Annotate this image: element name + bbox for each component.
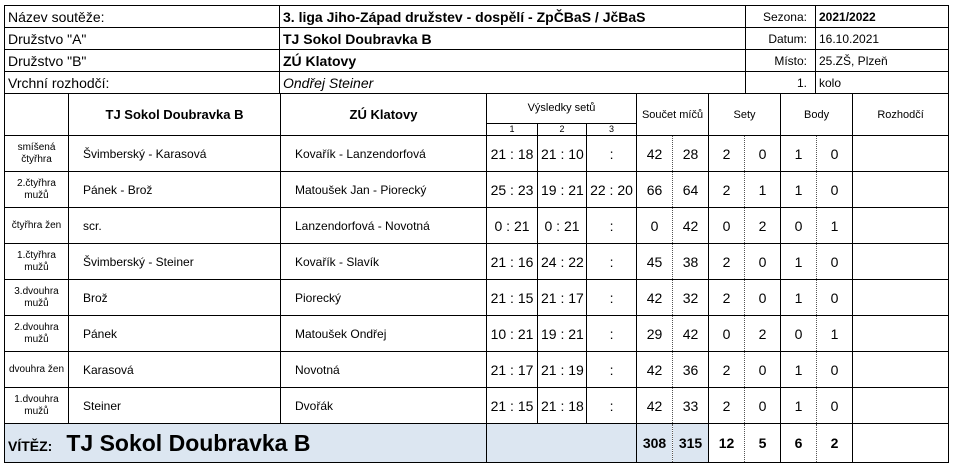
sets-b: 1 xyxy=(745,172,781,208)
player-a: Brož xyxy=(69,280,281,316)
team-b-value: ZÚ Klatovy xyxy=(280,50,746,72)
set2-score: 21 : 18 xyxy=(538,388,587,424)
points-b: 0 xyxy=(817,244,853,280)
player-a: Karasová xyxy=(69,352,281,388)
sets-b: 0 xyxy=(745,244,781,280)
player-b: Lanzendorfová - Novotná xyxy=(281,208,487,244)
player-a: Steiner xyxy=(69,388,281,424)
player-b: Matoušek Ondřej xyxy=(281,316,487,352)
points-b: 0 xyxy=(817,388,853,424)
set3-score: : xyxy=(587,280,637,316)
col-points: Body xyxy=(781,94,853,136)
balls-b: 36 xyxy=(673,352,709,388)
total-points-b: 2 xyxy=(817,424,853,463)
balls-a: 42 xyxy=(637,136,673,172)
sets-b: 2 xyxy=(745,208,781,244)
set1-score: 21 : 16 xyxy=(487,244,538,280)
sets-b: 0 xyxy=(745,136,781,172)
total-balls-b: 315 xyxy=(673,424,709,463)
player-b: Kovařík - Lanzendorfová xyxy=(281,136,487,172)
player-b: Matoušek Jan - Piorecký xyxy=(281,172,487,208)
set3-score: : xyxy=(587,352,637,388)
referee-value: Ondřej Steiner xyxy=(280,72,746,94)
player-a: Pánek - Brož xyxy=(69,172,281,208)
points-a: 0 xyxy=(781,208,817,244)
place-value: 25.ZŠ, Plzeň xyxy=(816,50,949,72)
match-row xyxy=(5,316,949,352)
sets-a: 2 xyxy=(709,388,745,424)
place-label: Místo: xyxy=(746,50,816,72)
discipline: 1.dvouhra mužů xyxy=(5,388,69,424)
balls-a: 42 xyxy=(637,388,673,424)
winner-label: VÍTĚZ: xyxy=(8,437,53,454)
umpire xyxy=(853,352,949,388)
discipline: 2.čtyřhra mužů xyxy=(5,172,69,208)
points-a: 1 xyxy=(781,244,817,280)
balls-b: 38 xyxy=(673,244,709,280)
points-b: 0 xyxy=(817,280,853,316)
balls-a: 29 xyxy=(637,316,673,352)
balls-b: 32 xyxy=(673,280,709,316)
round-number: 1. xyxy=(746,72,816,94)
set1-score: 21 : 15 xyxy=(487,280,538,316)
header-row-competition xyxy=(5,6,949,28)
points-a: 1 xyxy=(781,352,817,388)
balls-b: 42 xyxy=(673,316,709,352)
total-points-a: 6 xyxy=(781,424,817,463)
points-b: 0 xyxy=(817,352,853,388)
winner-blank xyxy=(487,424,637,463)
winner-team: TJ Sokol Doubravka B xyxy=(66,429,311,456)
sets-b: 0 xyxy=(745,352,781,388)
umpire xyxy=(853,172,949,208)
player-b: Novotná xyxy=(281,352,487,388)
col-sets: Sety xyxy=(709,94,781,136)
set1-score: 25 : 23 xyxy=(487,172,538,208)
sets-b: 0 xyxy=(745,280,781,316)
set1-score: 21 : 17 xyxy=(487,352,538,388)
team-a-label: Družstvo "A" xyxy=(5,28,280,50)
col-set-results: Výsledky setů xyxy=(487,94,637,123)
points-b: 1 xyxy=(817,208,853,244)
points-b: 1 xyxy=(817,316,853,352)
discipline: 1.čtyřhra mužů xyxy=(5,244,69,280)
column-header-row xyxy=(5,94,949,123)
col-points-sum: Součet míčů xyxy=(637,94,709,136)
points-b: 0 xyxy=(817,136,853,172)
total-sets-a: 12 xyxy=(709,424,745,463)
match-row xyxy=(5,388,949,424)
team-a-value: TJ Sokol Doubravka B xyxy=(280,28,746,50)
balls-b: 28 xyxy=(673,136,709,172)
balls-b: 42 xyxy=(673,208,709,244)
player-a: Pánek xyxy=(69,316,281,352)
match-row xyxy=(5,208,949,244)
report-header xyxy=(4,5,949,94)
total-sets-b: 5 xyxy=(745,424,781,463)
set2-score: 19 : 21 xyxy=(538,172,587,208)
points-a: 1 xyxy=(781,136,817,172)
discipline: 3.dvouhra mužů xyxy=(5,280,69,316)
referee-label: Vrchní rozhodčí: xyxy=(5,72,280,94)
set3-score: : xyxy=(587,388,637,424)
set3-score: : xyxy=(587,244,637,280)
player-b: Piorecký xyxy=(281,280,487,316)
match-row xyxy=(5,280,949,316)
umpire xyxy=(853,316,949,352)
set1-score: 21 : 15 xyxy=(487,388,538,424)
round-label: kolo xyxy=(816,72,949,94)
set-number-2: 2 xyxy=(538,123,587,135)
umpire xyxy=(853,136,949,172)
sets-a: 2 xyxy=(709,244,745,280)
total-balls-a: 308 xyxy=(637,424,673,463)
points-a: 1 xyxy=(781,172,817,208)
umpire xyxy=(853,208,949,244)
discipline: čtyřhra žen xyxy=(5,208,69,244)
sets-a: 0 xyxy=(709,208,745,244)
set3-score: : xyxy=(587,208,637,244)
date-value: 16.10.2021 xyxy=(816,28,949,50)
set2-score: 21 : 10 xyxy=(538,136,587,172)
set2-score: 24 : 22 xyxy=(538,244,587,280)
sets-a: 0 xyxy=(709,316,745,352)
discipline: dvouhra žen xyxy=(5,352,69,388)
player-b: Dvořák xyxy=(281,388,487,424)
match-report-sheet xyxy=(4,5,948,470)
umpire xyxy=(853,244,949,280)
balls-a: 42 xyxy=(637,352,673,388)
competition-value: 3. liga Jiho-Západ družstev - dospělí - ZpČBaS / JčBaS xyxy=(280,6,746,28)
balls-b: 33 xyxy=(673,388,709,424)
balls-a: 0 xyxy=(637,208,673,244)
col-umpire: Rozhodčí xyxy=(853,94,949,136)
set1-score: 0 : 21 xyxy=(487,208,538,244)
umpire xyxy=(853,280,949,316)
set3-score: : xyxy=(587,316,637,352)
header-row-referee xyxy=(5,72,949,94)
sets-b: 0 xyxy=(745,388,781,424)
set3-score: 22 : 20 xyxy=(587,172,637,208)
sets-a: 2 xyxy=(709,280,745,316)
player-a: Švimberský - Steiner xyxy=(69,244,281,280)
balls-b: 64 xyxy=(673,172,709,208)
winner-row xyxy=(5,424,949,463)
date-label: Datum: xyxy=(746,28,816,50)
winner-umpire-blank xyxy=(853,424,949,463)
team-b-label: Družstvo "B" xyxy=(5,50,280,72)
match-row xyxy=(5,352,949,388)
sets-a: 2 xyxy=(709,136,745,172)
player-a: Švimberský - Karasová xyxy=(69,136,281,172)
set-number-1: 1 xyxy=(487,123,538,135)
player-a: scr. xyxy=(69,208,281,244)
match-row xyxy=(5,244,949,280)
set3-score: : xyxy=(587,136,637,172)
umpire xyxy=(853,388,949,424)
header-row-team-b xyxy=(5,50,949,72)
set1-score: 10 : 21 xyxy=(487,316,538,352)
discipline: smíšená čtyřhra xyxy=(5,136,69,172)
set2-score: 21 : 17 xyxy=(538,280,587,316)
winner-cell xyxy=(5,424,487,463)
sets-a: 2 xyxy=(709,172,745,208)
points-a: 0 xyxy=(781,316,817,352)
match-row xyxy=(5,172,949,208)
matches-table xyxy=(4,94,949,463)
col-team-a: TJ Sokol Doubravka B xyxy=(69,94,281,136)
set1-score: 21 : 18 xyxy=(487,136,538,172)
balls-a: 66 xyxy=(637,172,673,208)
header-row-team-a xyxy=(5,28,949,50)
competition-label: Název soutěže: xyxy=(5,6,280,28)
set-number-3: 3 xyxy=(587,123,637,135)
player-b: Kovařík - Slavík xyxy=(281,244,487,280)
match-row xyxy=(5,136,949,172)
points-b: 0 xyxy=(817,172,853,208)
sets-a: 2 xyxy=(709,352,745,388)
set2-score: 19 : 21 xyxy=(538,316,587,352)
season-value: 2021/2022 xyxy=(816,6,949,28)
set2-score: 21 : 19 xyxy=(538,352,587,388)
balls-a: 42 xyxy=(637,280,673,316)
points-a: 1 xyxy=(781,280,817,316)
points-a: 1 xyxy=(781,388,817,424)
season-label: Sezona: xyxy=(746,6,816,28)
balls-a: 45 xyxy=(637,244,673,280)
col-team-b: ZÚ Klatovy xyxy=(281,94,487,136)
discipline: 2.dvouhra mužů xyxy=(5,316,69,352)
sets-b: 2 xyxy=(745,316,781,352)
set2-score: 0 : 21 xyxy=(538,208,587,244)
